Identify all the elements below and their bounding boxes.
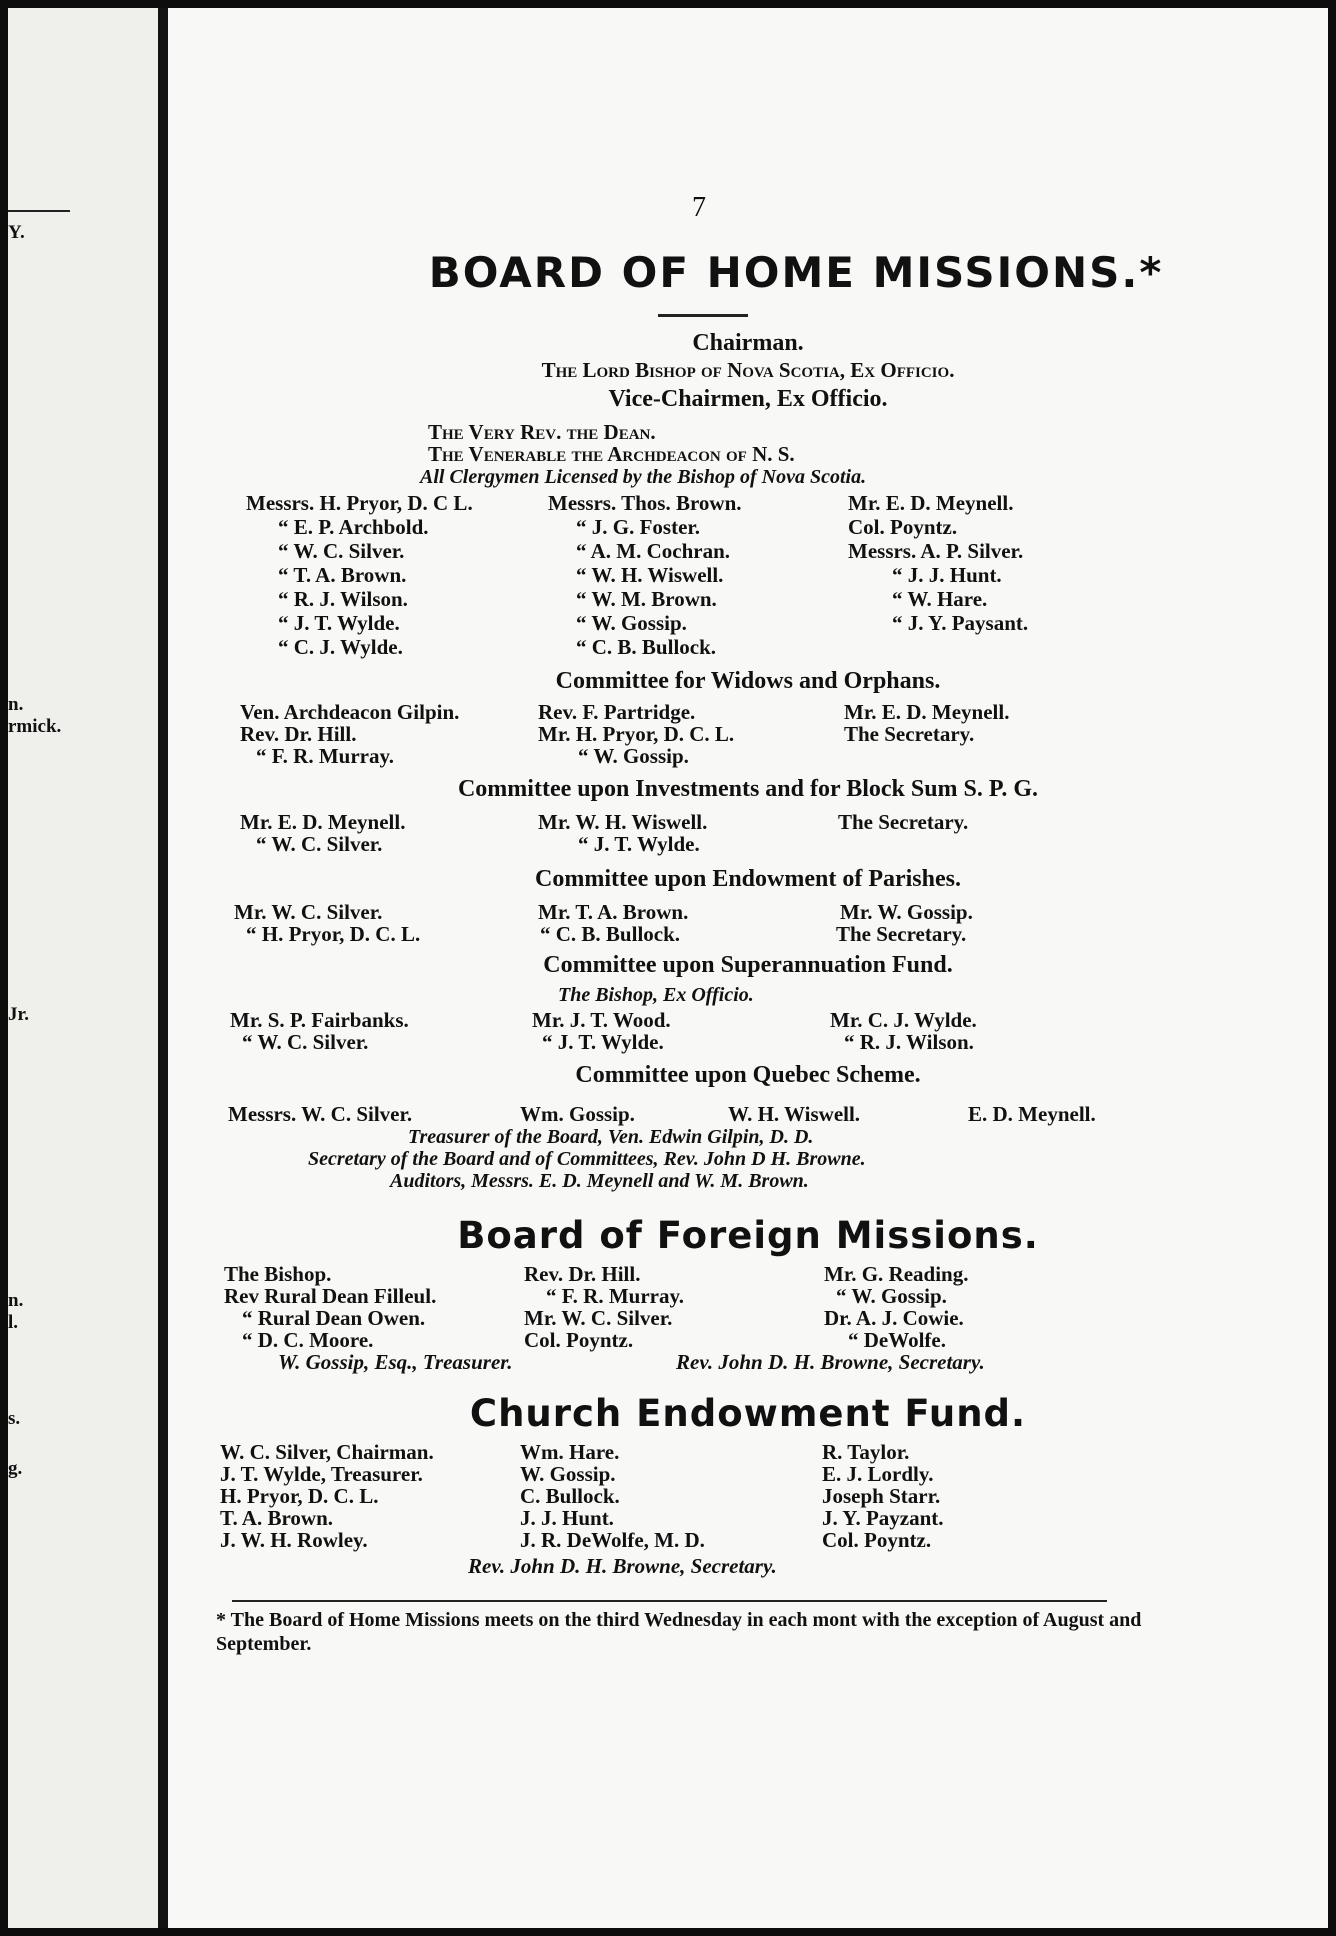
member-cell: The Secretary.	[838, 810, 969, 834]
previous-page-fragment: n.	[8, 694, 24, 715]
member-cell: “ T. A. Brown.	[278, 563, 407, 587]
member-cell: J. T. Wylde, Treasurer.	[220, 1462, 423, 1486]
member-cell: J. W. H. Rowley.	[220, 1528, 368, 1552]
member-cell: R. Taylor.	[822, 1440, 910, 1464]
footnote: * The Board of Home Missions meets on the third Wednesday in each mont with the exception of August and September.	[216, 1609, 1142, 1655]
member-cell: Joseph Starr.	[822, 1484, 941, 1508]
member-cell: The Bishop.	[224, 1262, 332, 1286]
member-cell: “ C. B. Bullock.	[540, 922, 681, 946]
chairman-heading: Chairman.	[692, 330, 804, 356]
member-cell: “ W. C. Silver.	[256, 832, 383, 856]
member-cell: The Secretary.	[836, 922, 967, 946]
secretary-line: Secretary of the Board and of Committees, Rev. John D H. Browne.	[308, 1148, 866, 1170]
foreign-secretary: Rev. John D. H. Browne, Secretary.	[676, 1350, 985, 1374]
member-cell: “ Rural Dean Owen.	[242, 1306, 426, 1330]
member-cell: H. Pryor, D. C. L.	[220, 1484, 379, 1508]
member-cell: Messrs. A. P. Silver.	[848, 539, 1024, 563]
treasurer-line: Treasurer of the Board, Ven. Edwin Gilpin, D. D.	[408, 1126, 814, 1148]
member-cell: Mr. W. Gossip.	[840, 900, 973, 924]
member-cell: “ W. C. Silver.	[242, 1030, 369, 1054]
member-cell: “ J. T. Wylde.	[578, 832, 700, 856]
member-cell: W. H. Wiswell.	[728, 1102, 861, 1126]
member-cell: Col. Poyntz.	[848, 515, 958, 539]
endowment-fund-heading: Church Endowment Fund.	[469, 1392, 1027, 1435]
endowment-fund-secretary: Rev. John D. H. Browne, Secretary.	[468, 1554, 777, 1578]
foreign-treasurer: W. Gossip, Esq., Treasurer.	[278, 1350, 513, 1374]
member-cell: The Secretary.	[844, 722, 975, 746]
member-cell: C. Bullock.	[520, 1484, 620, 1508]
investments-heading: Committee upon Investments and for Block Sum S. P. G.	[457, 776, 1039, 802]
member-cell: Mr. T. A. Brown.	[538, 900, 689, 924]
chairman-line: The Lord Bishop of Nova Scotia, Ex Officio.	[541, 358, 955, 382]
member-cell: “ W. Gossip.	[578, 744, 689, 768]
previous-page-fragment: g.	[8, 1458, 23, 1479]
member-cell: E. J. Lordly.	[822, 1462, 934, 1486]
member-cell: Mr. S. P. Fairbanks.	[230, 1008, 409, 1032]
previous-page-fragment: Y.	[8, 222, 25, 243]
member-cell: Mr. E. D. Meynell.	[844, 700, 1010, 724]
superannuation-heading: Committee upon Superannuation Fund.	[543, 952, 953, 978]
member-cell: Messrs. Thos. Brown.	[548, 491, 742, 515]
previous-page-fragment: s.	[8, 1408, 21, 1429]
member-cell: “ R. J. Wilson.	[278, 587, 408, 611]
member-cell: “ J. T. Wylde.	[278, 611, 400, 635]
member-cell: “ C. J. Wylde.	[278, 635, 403, 659]
member-cell: “ F. R. Murray.	[256, 744, 395, 768]
member-cell: “ J. G. Foster.	[576, 515, 701, 539]
member-cell: W. C. Silver, Chairman.	[220, 1440, 434, 1464]
member-cell: “ W. H. Wiswell.	[576, 563, 724, 587]
member-cell: “ D. C. Moore.	[242, 1328, 374, 1352]
member-cell: Dr. A. J. Cowie.	[824, 1306, 964, 1330]
member-cell: Col. Poyntz.	[822, 1528, 932, 1552]
member-cell: Mr. E. D. Meynell.	[848, 491, 1014, 515]
member-cell: Mr. W. H. Wiswell.	[538, 810, 708, 834]
member-cell: “ W. Hare.	[892, 587, 988, 611]
member-cell: Rev. Dr. Hill.	[524, 1262, 641, 1286]
member-cell: “ W. Gossip.	[836, 1284, 947, 1308]
member-cell: Ven. Archdeacon Gilpin.	[240, 700, 460, 724]
member-cell: “ F. R. Murray.	[546, 1284, 685, 1308]
previous-page-fragment: Jr.	[8, 1004, 29, 1025]
member-cell: “ E. P. Archbold.	[278, 515, 429, 539]
member-cell: Messrs. W. C. Silver.	[228, 1102, 413, 1126]
member-cell: Mr. W. C. Silver.	[524, 1306, 673, 1330]
endowment-heading: Committee upon Endowment of Parishes.	[535, 866, 961, 892]
member-cell: J. J. Hunt.	[520, 1506, 614, 1530]
foreign-missions-heading: Board of Foreign Missions.	[457, 1214, 1039, 1257]
member-cell: “ W. M. Brown.	[576, 587, 717, 611]
member-cell: W. Gossip.	[520, 1462, 616, 1486]
member-cell: Mr. E. D. Meynell.	[240, 810, 406, 834]
previous-page-fragment: l.	[8, 1312, 19, 1333]
member-cell: “ H. Pryor, D. C. L.	[246, 922, 421, 946]
member-cell: Rev. F. Partridge.	[538, 700, 696, 724]
member-cell: “ W. Gossip.	[576, 611, 687, 635]
page-number: 7	[692, 192, 706, 223]
member-cell: Rev. Dr. Hill.	[240, 722, 357, 746]
vice-chairman-line: The Venerable the Archdeacon of N. S.	[428, 442, 795, 466]
vice-chairmen-heading: Vice-Chairmen, Ex Officio.	[608, 386, 888, 412]
member-cell: Mr. W. C. Silver.	[234, 900, 383, 924]
member-cell: Rev Rural Dean Filleul.	[224, 1284, 437, 1308]
member-cell: Mr. J. T. Wood.	[532, 1008, 671, 1032]
member-cell: Wm. Hare.	[520, 1440, 620, 1464]
member-cell: T. A. Brown.	[220, 1506, 333, 1530]
member-cell: “ DeWolfe.	[848, 1328, 946, 1352]
quebec-heading: Committee upon Quebec Scheme.	[575, 1062, 921, 1088]
member-cell: “ J. T. Wylde.	[542, 1030, 664, 1054]
member-cell: “ A. M. Cochran.	[576, 539, 730, 563]
member-cell: Col. Poyntz.	[524, 1328, 634, 1352]
previous-page-fragment: rmick.	[8, 716, 62, 737]
member-cell: “ J. Y. Paysant.	[892, 611, 1029, 635]
member-cell: Mr. C. J. Wylde.	[830, 1008, 977, 1032]
member-cell: J. Y. Payzant.	[822, 1506, 944, 1530]
member-cell: “ J. J. Hunt.	[892, 563, 1002, 587]
vice-chairman-line: The Very Rev. the Dean.	[428, 420, 656, 444]
previous-page-fragment: n.	[8, 1290, 24, 1311]
auditors-line: Auditors, Messrs. E. D. Meynell and W. M. Brown.	[390, 1170, 809, 1192]
member-cell: Messrs. H. Pryor, D. C L.	[246, 491, 473, 515]
clergy-note: All Clergymen Licensed by the Bishop of Nova Scotia.	[420, 466, 867, 488]
member-cell: Mr. G. Reading.	[824, 1262, 969, 1286]
member-cell: Wm. Gossip.	[520, 1102, 635, 1126]
widows-heading: Committee for Widows and Orphans.	[555, 668, 941, 694]
member-cell: J. R. DeWolfe, M. D.	[520, 1528, 705, 1552]
member-cell: “ R. J. Wilson.	[844, 1030, 974, 1054]
member-cell: “ C. B. Bullock.	[576, 635, 717, 659]
member-cell: E. D. Meynell.	[968, 1102, 1096, 1126]
member-cell: Mr. H. Pryor, D. C. L.	[538, 722, 735, 746]
member-cell: “ W. C. Silver.	[278, 539, 405, 563]
superannuation-line: The Bishop, Ex Officio.	[558, 984, 754, 1006]
page-title: BOARD OF HOME MISSIONS.*	[428, 248, 1164, 297]
